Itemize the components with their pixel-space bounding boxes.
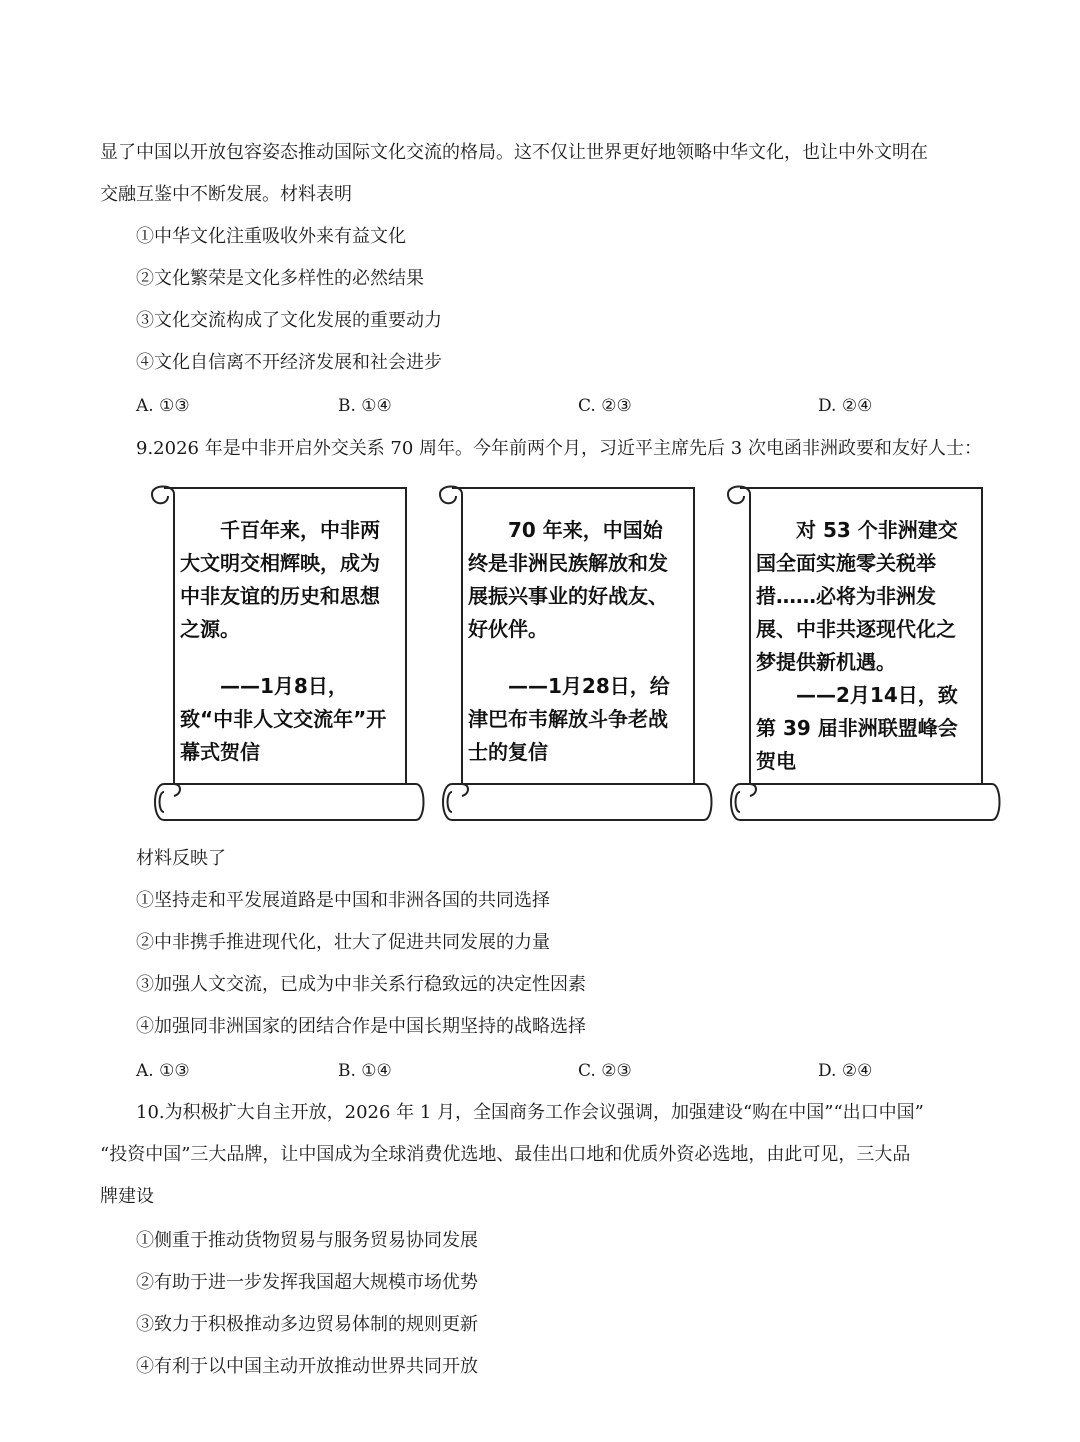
scroll-2-quote: 70 年来，中国始终是非洲民族解放和发展振兴事业的好战友、好伙伴。 — [468, 518, 668, 641]
scroll-1-quote: 千百年来，中非两大文明交相辉映，成为中非友谊的历史和思想之源。 — [180, 518, 380, 641]
q8-option-c: C. ②③ — [578, 396, 632, 416]
q10-item-3: ③致力于积极推动多边贸易体制的规则更新 — [136, 1314, 478, 1335]
scroll-text-3 — [756, 514, 966, 778]
scroll-text-2 — [468, 514, 678, 769]
scroll-3-source: ——2月14日，致第 39 届非洲联盟峰会贺电 — [756, 683, 958, 773]
scroll-text-1 — [180, 514, 390, 769]
q9-option-c: C. ②③ — [578, 1061, 632, 1081]
q8-option-b: B. ①④ — [338, 396, 392, 416]
q10-stem-line-2: “投资中国”三大品牌，让中国成为全球消费优选地、最佳出口地和优质外资必选地，由此可见，三大品 — [100, 1144, 911, 1165]
scroll-2-source: ——1月28日，给津巴布韦解放斗争老战士的复信 — [468, 674, 670, 764]
intro-line-1: 显了中国以开放包容姿态推动国际文化交流的格局。这不仅让世界更好地领略中华文化，也让中外文明在 — [100, 142, 928, 163]
q9-option-d: D. ②④ — [818, 1061, 873, 1081]
q10-item-4: ④有利于以中国主动开放推动世界共同开放 — [136, 1356, 478, 1377]
q10-item-1: ①侧重于推动货物贸易与服务贸易协同发展 — [136, 1230, 478, 1251]
q9-option-a: A. ①③ — [136, 1061, 190, 1081]
q9-option-b: B. ①④ — [338, 1061, 392, 1081]
q9-item-1: ①坚持走和平发展道路是中国和非洲各国的共同选择 — [136, 890, 550, 911]
scroll-3-quote: 对 53 个非洲建交国全面实施零关税举措……必将为非洲发展、中非共逐现代化之梦提供新机遇。 — [756, 518, 958, 674]
q9-stem: 9.2026 年是中非开启外交关系 70 周年。今年前两个月，习近平主席先后 3 次电函非洲政要和友好人士： — [136, 438, 982, 459]
intro-line-2: 交融互鉴中不断发展。材料表明 — [100, 184, 352, 205]
q9-item-3: ③加强人文交流，已成为中非关系行稳致远的决定性因素 — [136, 974, 586, 995]
q8-item-2: ②文化繁荣是文化多样性的必然结果 — [136, 268, 424, 289]
q10-stem-line-3: 牌建设 — [100, 1186, 154, 1207]
q10-item-2: ②有助于进一步发挥我国超大规模市场优势 — [136, 1272, 478, 1293]
q10-stem-line-1: 10.为积极扩大自主开放，2026 年 1 月，全国商务工作会议强调，加强建设“购在中国”“出口中国” — [136, 1102, 924, 1123]
q8-option-d: D. ②④ — [818, 396, 873, 416]
q8-item-1: ①中华文化注重吸收外来有益文化 — [136, 226, 406, 247]
scroll-card-3 — [720, 484, 1005, 829]
q9-lead: 材料反映了 — [136, 848, 226, 869]
q9-item-2: ②中非携手推进现代化，壮大了促进共同发展的力量 — [136, 932, 550, 953]
scroll-1-source: ——1月8日，致“中非人文交流年”开幕式贺信 — [180, 674, 387, 764]
q8-item-4: ④文化自信离不开经济发展和社会进步 — [136, 352, 442, 373]
scroll-card-1 — [144, 484, 429, 829]
q8-item-3: ③文化交流构成了文化发展的重要动力 — [136, 310, 442, 331]
scroll-card-2 — [432, 484, 717, 829]
q8-option-a: A. ①③ — [136, 396, 190, 416]
q9-item-4: ④加强同非洲国家的团结合作是中国长期坚持的战略选择 — [136, 1016, 586, 1037]
